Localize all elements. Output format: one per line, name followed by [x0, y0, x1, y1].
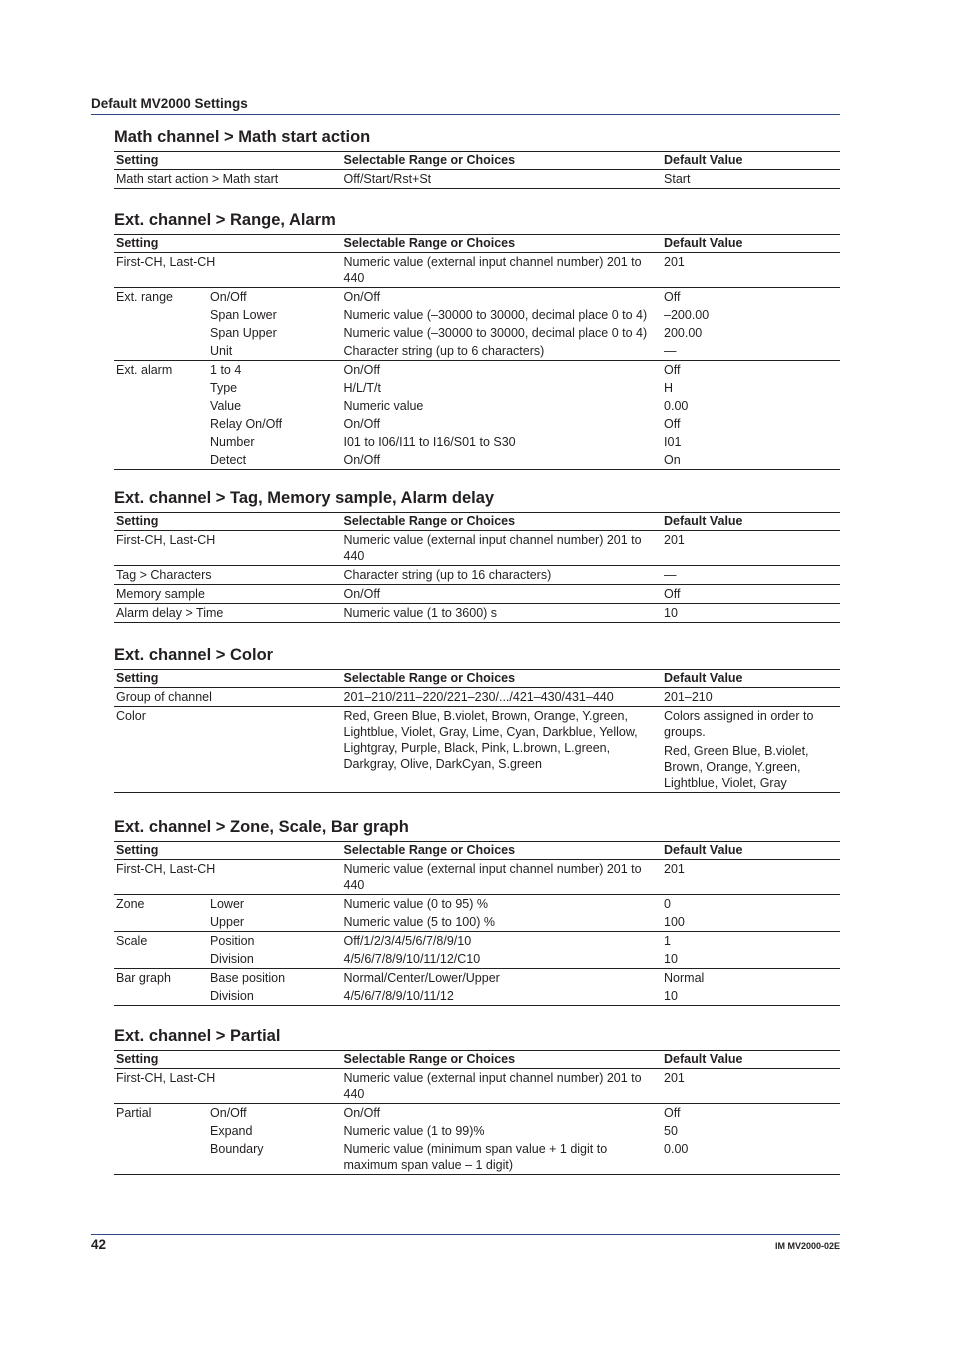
table-row	[114, 306, 840, 324]
table-row	[114, 170, 840, 189]
default-cell: 10	[662, 950, 840, 969]
table-row	[114, 1122, 840, 1140]
table-row	[114, 950, 840, 969]
section-title: Ext. channel > Range, Alarm	[114, 211, 336, 229]
settings-table	[114, 151, 840, 189]
default-cell	[662, 707, 840, 793]
sub-setting-cell: Span Lower	[210, 308, 277, 322]
table-row	[114, 688, 840, 707]
column-header-default: Default Value	[662, 152, 840, 170]
default-cell: —	[662, 566, 840, 585]
settings-table	[114, 234, 840, 470]
range-cell: Numeric value (0 to 95) %	[343, 897, 489, 911]
range-cell: Numeric value (1 to 3600) s	[342, 604, 663, 623]
table-row	[114, 1104, 840, 1123]
default-cell: 201	[662, 253, 840, 288]
range-cell: On/Off	[343, 363, 381, 377]
range-cell: On/Off	[342, 585, 663, 604]
range-cell: H/L/T/t	[343, 381, 382, 395]
table-row	[114, 566, 840, 585]
range-cell: Numeric value (–30000 to 30000, decimal place 0 to 4)	[343, 308, 648, 322]
setting-cell: Math start action > Math start	[114, 170, 342, 189]
sub-setting-cell: Number	[210, 435, 255, 449]
column-header-range: Selectable Range or Choices	[342, 1051, 663, 1069]
table-header-row	[114, 842, 840, 860]
column-header-setting: Setting	[114, 513, 342, 531]
table-row	[114, 433, 840, 451]
table-header-row	[114, 235, 840, 253]
sub-setting-cell: Span Upper	[210, 326, 277, 340]
table-row	[114, 604, 840, 623]
range-cell: Red, Green Blue, B.violet, Brown, Orange, Y.green, Lightblue, Violet, Gray, Lime, Cyan, Darkblue, Yellow, Lightgray, Purple, Black, Pink, L.brown, L.green, Darkgray, Olive, DarkCyan, S.green	[342, 707, 663, 793]
table-row	[114, 707, 840, 793]
section-title: Ext. channel > Color	[114, 646, 274, 664]
table-row	[114, 913, 840, 932]
setting-cell	[114, 306, 208, 324]
setting-cell	[114, 379, 208, 397]
table-row	[114, 987, 840, 1006]
default-cell: On	[662, 451, 840, 470]
section-math-start-action	[114, 128, 840, 189]
default-cell: 0	[664, 897, 671, 911]
setting-cell: First-CH, Last-CH	[114, 1069, 342, 1104]
setting-cell	[114, 1140, 208, 1175]
section-title: Ext. channel > Partial	[114, 1027, 281, 1045]
column-header-range: Selectable Range or Choices	[342, 670, 663, 688]
sub-setting-cell: Unit	[208, 342, 341, 361]
default-cell: H	[664, 381, 674, 395]
setting-cell: Group of channel	[114, 688, 342, 707]
setting-cell: Tag > Characters	[114, 566, 342, 585]
sub-setting-cell: On/Off	[210, 290, 247, 304]
sub-setting-cell: Value	[210, 399, 242, 413]
table-header-row	[114, 513, 840, 531]
range-cell: On/Off	[343, 290, 381, 304]
setting-cell	[114, 397, 208, 415]
sub-setting-cell: Relay On/Off	[210, 417, 283, 431]
table-row	[114, 1140, 840, 1175]
column-header-default: Default Value	[662, 235, 840, 253]
settings-table	[114, 512, 840, 623]
column-header-default: Default Value	[662, 670, 840, 688]
settings-table	[114, 669, 840, 793]
default-cell: Normal	[664, 971, 705, 985]
default-cell: 201	[662, 531, 840, 566]
range-cell: Numeric value (5 to 100) %	[342, 913, 663, 932]
section-title: Math channel > Math start action	[114, 128, 371, 146]
range-cell: On/Off	[343, 1106, 381, 1120]
section-range-alarm	[114, 211, 840, 470]
setting-cell: Memory sample	[114, 585, 342, 604]
range-cell: Off/1/2/3/4/5/6/7/8/9/10	[343, 934, 472, 948]
range-cell: Character string (up to 16 characters)	[342, 566, 663, 585]
column-header-range: Selectable Range or Choices	[342, 842, 663, 860]
settings-table	[114, 841, 840, 1006]
range-cell: Numeric value (1 to 99)%	[343, 1124, 485, 1138]
range-cell: 201–210/211–220/221–230/.../421–430/431–440	[342, 688, 663, 707]
section-title: Ext. channel > Tag, Memory sample, Alarm delay	[114, 489, 495, 507]
setting-cell: Ext. range	[116, 290, 173, 304]
range-cell: Character string (up to 6 characters)	[342, 342, 663, 361]
section-partial	[114, 1027, 840, 1175]
table-row	[114, 361, 840, 380]
setting-cell	[114, 1122, 208, 1140]
section-color	[114, 646, 840, 793]
document-id: IM MV2000-02E	[774, 1241, 840, 1251]
setting-cell	[114, 913, 208, 932]
range-cell: Numeric value (external input channel number) 201 to 440	[342, 1069, 663, 1104]
table-row	[114, 397, 840, 415]
column-header-setting: Setting	[114, 235, 342, 253]
table-header-row	[114, 670, 840, 688]
sub-setting-cell: Base position	[210, 971, 286, 985]
default-cell: I01	[664, 435, 682, 449]
table-header-row	[114, 1051, 840, 1069]
setting-cell	[114, 451, 208, 470]
default-cell: Off	[664, 1106, 681, 1120]
range-cell: Numeric value (external input channel number) 201 to 440	[342, 860, 663, 895]
default-cell: –200.00	[664, 308, 710, 322]
setting-cell	[114, 415, 208, 433]
range-cell: On/Off	[342, 451, 663, 470]
range-cell: Numeric value (external input channel number) 201 to 440	[342, 253, 663, 288]
default-cell: 0.00	[662, 1140, 840, 1175]
default-cell: Start	[662, 170, 840, 189]
sub-setting-cell: Position	[210, 934, 255, 948]
default-cell: Off	[664, 363, 681, 377]
table-row	[114, 324, 840, 342]
column-header-range: Selectable Range or Choices	[342, 513, 663, 531]
range-cell: 4/5/6/7/8/9/10/11/12	[342, 987, 663, 1006]
column-header-default: Default Value	[662, 1051, 840, 1069]
column-header-default: Default Value	[662, 513, 840, 531]
sub-setting-cell: On/Off	[210, 1106, 247, 1120]
range-cell: Numeric value (minimum span value + 1 digit to maximum span value – 1 digit)	[342, 1140, 663, 1175]
setting-cell	[114, 950, 208, 969]
default-cell: Off	[664, 417, 681, 431]
sub-setting-cell: Boundary	[208, 1140, 341, 1175]
range-cell: Numeric value (–30000 to 30000, decimal place 0 to 4)	[343, 326, 648, 340]
table-row	[114, 1069, 840, 1104]
sub-setting-cell: Division	[208, 950, 341, 969]
default-cell: Off	[662, 585, 840, 604]
column-header-range: Selectable Range or Choices	[342, 152, 663, 170]
settings-table	[114, 1050, 840, 1175]
setting-cell: First-CH, Last-CH	[114, 860, 342, 895]
setting-cell: First-CH, Last-CH	[114, 253, 342, 288]
setting-cell	[114, 324, 208, 342]
table-row	[114, 379, 840, 397]
default-cell: 100	[662, 913, 840, 932]
setting-cell	[114, 342, 208, 361]
default-cell: 0.00	[664, 399, 689, 413]
page-number: 42	[91, 1237, 107, 1252]
range-cell: 4/5/6/7/8/9/10/11/12/C10	[342, 950, 663, 969]
range-cell: On/Off	[343, 417, 381, 431]
default-cell: 201	[662, 860, 840, 895]
default-cell: 201–210	[662, 688, 840, 707]
range-cell: Off/Start/Rst+St	[342, 170, 663, 189]
setting-cell: First-CH, Last-CH	[114, 531, 342, 566]
default-cell: —	[662, 342, 840, 361]
column-header-setting: Setting	[114, 1051, 342, 1069]
setting-cell: Alarm delay > Time	[114, 604, 342, 623]
range-cell: I01 to I06/I11 to I16/S01 to S30	[343, 435, 516, 449]
range-cell: Numeric value (external input channel number) 201 to 440	[342, 531, 663, 566]
table-header-row	[114, 152, 840, 170]
table-row	[114, 342, 840, 361]
column-header-range: Selectable Range or Choices	[342, 235, 663, 253]
setting-cell: Scale	[116, 934, 148, 948]
setting-cell: Ext. alarm	[116, 363, 173, 377]
setting-cell	[114, 433, 208, 451]
setting-cell: Zone	[116, 897, 145, 911]
default-cell: Off	[664, 290, 681, 304]
sub-setting-cell: Type	[210, 381, 238, 395]
section-zone-scale-bar-graph	[114, 818, 840, 1006]
range-cell: Normal/Center/Lower/Upper	[343, 971, 500, 985]
default-cell: 1	[664, 934, 671, 948]
table-row	[114, 585, 840, 604]
sub-setting-cell: Division	[208, 987, 341, 1006]
table-row	[114, 531, 840, 566]
setting-cell: Color	[114, 707, 342, 793]
column-header-setting: Setting	[114, 842, 342, 860]
default-cell: 201	[662, 1069, 840, 1104]
default-value-text: Colors assigned in order to groups.	[664, 709, 814, 739]
default-cell: 50	[664, 1124, 678, 1138]
section-title: Ext. channel > Zone, Scale, Bar graph	[114, 818, 409, 836]
sub-setting-cell: Upper	[208, 913, 341, 932]
setting-cell: Partial	[116, 1106, 152, 1120]
default-cell: 200.00	[664, 326, 703, 340]
column-header-setting: Setting	[114, 152, 342, 170]
page-header: Default MV2000 Settings	[91, 96, 840, 115]
column-header-setting: Setting	[114, 670, 342, 688]
default-cell: 10	[662, 604, 840, 623]
table-row	[114, 860, 840, 895]
sub-setting-cell: Expand	[210, 1124, 253, 1138]
table-row	[114, 415, 840, 433]
page-footer	[91, 1234, 840, 1252]
sub-setting-cell: 1 to 4	[210, 363, 242, 377]
default-value-colors: Red, Green Blue, B.violet, Brown, Orange, Y.green, Lightblue, Violet, Gray	[664, 744, 809, 790]
table-row	[114, 253, 840, 288]
table-row	[114, 451, 840, 470]
sub-setting-cell: Lower	[210, 897, 245, 911]
range-cell: Numeric value	[343, 399, 424, 413]
default-cell: 10	[662, 987, 840, 1006]
sub-setting-cell: Detect	[208, 451, 341, 470]
table-row	[114, 932, 840, 951]
column-header-default: Default Value	[662, 842, 840, 860]
setting-cell	[114, 987, 208, 1006]
table-row	[114, 288, 840, 307]
table-row	[114, 895, 840, 914]
setting-cell: Bar graph	[116, 971, 171, 985]
table-row	[114, 969, 840, 988]
section-tag-memory-alarm-delay	[114, 489, 840, 623]
